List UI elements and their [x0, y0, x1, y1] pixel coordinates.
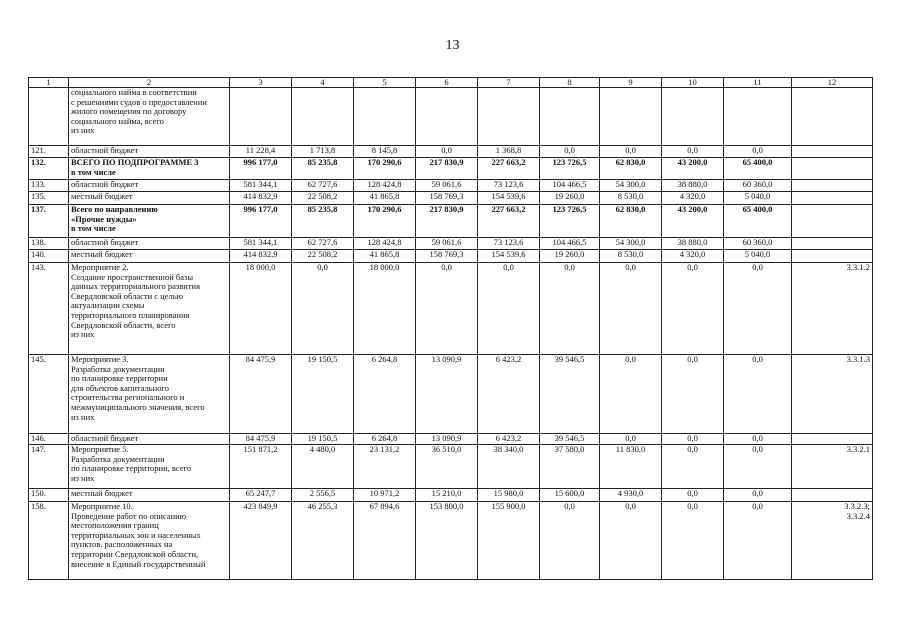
value-cell: 0,0 — [600, 355, 662, 434]
table-row — [29, 445, 873, 489]
value-cell: 60 360,0 — [724, 238, 792, 250]
value-cell: 73 123,6 — [478, 180, 540, 192]
row-number-cell — [29, 88, 69, 146]
value-cell: 128 424,8 — [354, 180, 416, 192]
value-cell: 22 508,2 — [292, 250, 354, 263]
table-row — [29, 238, 873, 250]
value-cell: 62 830,0 — [600, 205, 662, 238]
column-header: 10 — [662, 78, 724, 88]
value-cell — [230, 88, 292, 146]
value-cell: 123 726,5 — [540, 158, 600, 180]
value-cell: 43 200,0 — [662, 205, 724, 238]
value-cell: 4 320,0 — [662, 192, 724, 205]
value-cell: 18 000,0 — [354, 263, 416, 355]
value-cell: 0,0 — [724, 489, 792, 502]
row-number-cell: 140. — [29, 250, 69, 263]
value-cell: 170 290,6 — [354, 158, 416, 180]
code-cell: 3.3.2.3; 3.3.2.4 — [792, 502, 873, 580]
table-row — [29, 146, 873, 158]
value-cell: 217 830,9 — [416, 205, 478, 238]
row-number-cell: 138. — [29, 238, 69, 250]
value-cell: 23 131,2 — [354, 445, 416, 489]
value-cell: 2 556,5 — [292, 489, 354, 502]
value-cell: 65 400,0 — [724, 158, 792, 180]
value-cell: 0,0 — [600, 502, 662, 580]
value-cell: 6 264,8 — [354, 434, 416, 445]
value-cell: 1 713,8 — [292, 146, 354, 158]
value-cell: 6 423,2 — [478, 434, 540, 445]
description-cell: областной бюджет — [69, 238, 230, 250]
value-cell: 85 235,8 — [292, 158, 354, 180]
description-cell: ВСЕГО ПО ПОДПРОГРАММЕ 3 в том числе — [69, 158, 230, 180]
value-cell: 19 260,0 — [540, 250, 600, 263]
value-cell: 84 475,9 — [230, 434, 292, 445]
value-cell: 217 830,9 — [416, 158, 478, 180]
value-cell: 15 210,0 — [416, 489, 478, 502]
value-cell: 41 865,8 — [354, 250, 416, 263]
column-header: 2 — [69, 78, 230, 88]
column-header: 1 — [29, 78, 69, 88]
table-row — [29, 355, 873, 434]
description-cell: социального найма в соответствии с решениями судов о предоставлении жилого помещения по договору социального найма, всего из них — [69, 88, 230, 146]
value-cell: 0,0 — [724, 355, 792, 434]
value-cell: 0,0 — [540, 502, 600, 580]
code-cell — [792, 158, 873, 180]
description-cell: областной бюджет — [69, 180, 230, 192]
value-cell: 414 832,9 — [230, 192, 292, 205]
value-cell: 0,0 — [662, 489, 724, 502]
value-cell: 0,0 — [662, 355, 724, 434]
value-cell: 158 769,3 — [416, 250, 478, 263]
value-cell: 38 880,0 — [662, 238, 724, 250]
row-number-cell: 121. — [29, 146, 69, 158]
value-cell: 19 150,5 — [292, 434, 354, 445]
value-cell — [724, 88, 792, 146]
value-cell: 170 290,6 — [354, 205, 416, 238]
value-cell: 18 000,0 — [230, 263, 292, 355]
value-cell: 22 508,2 — [292, 192, 354, 205]
value-cell: 59 061,6 — [416, 238, 478, 250]
code-cell — [792, 180, 873, 192]
value-cell: 19 150,5 — [292, 355, 354, 434]
value-cell: 0,0 — [540, 263, 600, 355]
code-cell — [792, 489, 873, 502]
value-cell: 0,0 — [600, 146, 662, 158]
column-header: 9 — [600, 78, 662, 88]
value-cell — [354, 88, 416, 146]
column-header: 12 — [792, 78, 873, 88]
value-cell: 65 400,0 — [724, 205, 792, 238]
value-cell: 11 228,4 — [230, 146, 292, 158]
table-header-row — [29, 78, 873, 88]
value-cell: 0,0 — [600, 434, 662, 445]
value-cell: 151 871,2 — [230, 445, 292, 489]
description-cell: Всего по направлению «Прочие нужды» в том числе — [69, 205, 230, 238]
description-cell: местный бюджет — [69, 192, 230, 205]
value-cell: 5 040,0 — [724, 192, 792, 205]
value-cell: 43 200,0 — [662, 158, 724, 180]
value-cell: 423 849,9 — [230, 502, 292, 580]
code-cell — [792, 250, 873, 263]
value-cell: 0,0 — [600, 263, 662, 355]
row-number-cell: 147. — [29, 445, 69, 489]
value-cell: 13 090,9 — [416, 434, 478, 445]
description-cell: областной бюджет — [69, 146, 230, 158]
code-cell: 3.3.2.1 — [792, 445, 873, 489]
value-cell — [478, 88, 540, 146]
description-cell: Мероприятие 3. Разработка документации по планировке территории для объектов капитального строительства регионального и межмуниципального значения, всего из них — [69, 355, 230, 434]
value-cell — [600, 88, 662, 146]
value-cell: 10 971,2 — [354, 489, 416, 502]
row-number-cell: 146. — [29, 434, 69, 445]
value-cell: 0,0 — [724, 434, 792, 445]
table-row — [29, 180, 873, 192]
value-cell: 227 663,2 — [478, 158, 540, 180]
value-cell: 414 832,9 — [230, 250, 292, 263]
value-cell: 0,0 — [724, 263, 792, 355]
table-row — [29, 250, 873, 263]
value-cell: 39 546,5 — [540, 434, 600, 445]
value-cell: 65 247,7 — [230, 489, 292, 502]
value-cell: 104 466,5 — [540, 238, 600, 250]
value-cell: 0,0 — [662, 502, 724, 580]
table-row — [29, 263, 873, 355]
value-cell: 0,0 — [724, 146, 792, 158]
value-cell — [540, 88, 600, 146]
value-cell: 996 177,0 — [230, 205, 292, 238]
value-cell: 41 865,8 — [354, 192, 416, 205]
column-header: 5 — [354, 78, 416, 88]
row-number-cell: 150. — [29, 489, 69, 502]
value-cell: 62 830,0 — [600, 158, 662, 180]
table-row — [29, 489, 873, 502]
value-cell: 581 344,1 — [230, 238, 292, 250]
code-cell — [792, 146, 873, 158]
table-row — [29, 205, 873, 238]
value-cell: 54 300,0 — [600, 180, 662, 192]
value-cell: 54 300,0 — [600, 238, 662, 250]
budget-table — [28, 77, 873, 580]
value-cell: 8 530,0 — [600, 250, 662, 263]
column-header: 8 — [540, 78, 600, 88]
value-cell: 154 539,6 — [478, 192, 540, 205]
description-cell: местный бюджет — [69, 250, 230, 263]
column-header: 11 — [724, 78, 792, 88]
table-row — [29, 88, 873, 146]
value-cell: 62 727,6 — [292, 238, 354, 250]
value-cell: 0,0 — [292, 263, 354, 355]
code-cell: 3.3.1.3 — [792, 355, 873, 434]
value-cell: 153 800,0 — [416, 502, 478, 580]
value-cell: 155 900,0 — [478, 502, 540, 580]
value-cell: 0,0 — [478, 263, 540, 355]
value-cell: 227 663,2 — [478, 205, 540, 238]
value-cell: 6 264,8 — [354, 355, 416, 434]
code-cell — [792, 238, 873, 250]
value-cell: 46 255,3 — [292, 502, 354, 580]
value-cell: 104 466,5 — [540, 180, 600, 192]
code-cell — [792, 205, 873, 238]
value-cell: 38 340,0 — [478, 445, 540, 489]
value-cell: 39 546,5 — [540, 355, 600, 434]
value-cell: 67 894,6 — [354, 502, 416, 580]
column-header: 4 — [292, 78, 354, 88]
value-cell: 1 368,8 — [478, 146, 540, 158]
row-number-cell: 158. — [29, 502, 69, 580]
value-cell: 8 145,8 — [354, 146, 416, 158]
value-cell: 11 830,0 — [600, 445, 662, 489]
value-cell: 123 726,5 — [540, 205, 600, 238]
value-cell: 128 424,8 — [354, 238, 416, 250]
value-cell: 158 769,3 — [416, 192, 478, 205]
value-cell: 13 090,9 — [416, 355, 478, 434]
value-cell: 0,0 — [540, 146, 600, 158]
row-number-cell: 145. — [29, 355, 69, 434]
value-cell: 0,0 — [662, 434, 724, 445]
row-number-cell: 137. — [29, 205, 69, 238]
value-cell: 996 177,0 — [230, 158, 292, 180]
value-cell: 59 061,6 — [416, 180, 478, 192]
row-number-cell: 135. — [29, 192, 69, 205]
value-cell: 8 530,0 — [600, 192, 662, 205]
value-cell: 4 320,0 — [662, 250, 724, 263]
table-row — [29, 158, 873, 180]
value-cell: 19 260,0 — [540, 192, 600, 205]
value-cell: 0,0 — [724, 502, 792, 580]
value-cell: 6 423,2 — [478, 355, 540, 434]
value-cell: 84 475,9 — [230, 355, 292, 434]
code-cell: 3.3.1.2 — [792, 263, 873, 355]
column-header: 6 — [416, 78, 478, 88]
value-cell: 0,0 — [416, 263, 478, 355]
value-cell: 0,0 — [662, 445, 724, 489]
value-cell: 0,0 — [662, 146, 724, 158]
value-cell: 154 539,6 — [478, 250, 540, 263]
page-number: 13 — [445, 38, 460, 53]
row-number-cell: 132. — [29, 158, 69, 180]
value-cell: 38 880,0 — [662, 180, 724, 192]
row-number-cell: 133. — [29, 180, 69, 192]
value-cell: 85 235,8 — [292, 205, 354, 238]
table-body — [29, 78, 873, 580]
description-cell: местный бюджет — [69, 489, 230, 502]
description-cell: Мероприятие 10. Проведение работ по описанию местоположения границ территориальных зон и населенных пунктов, расположенных на территории Свердловской области, внесение в Единый государственный — [69, 502, 230, 580]
value-cell: 581 344,1 — [230, 180, 292, 192]
code-cell — [792, 434, 873, 445]
value-cell: 62 727,6 — [292, 180, 354, 192]
code-cell — [792, 88, 873, 146]
column-header: 7 — [478, 78, 540, 88]
value-cell: 0,0 — [416, 146, 478, 158]
value-cell: 60 360,0 — [724, 180, 792, 192]
table-row — [29, 502, 873, 580]
value-cell — [662, 88, 724, 146]
value-cell: 0,0 — [724, 445, 792, 489]
value-cell: 15 980,0 — [478, 489, 540, 502]
table-row — [29, 434, 873, 445]
value-cell: 5 040,0 — [724, 250, 792, 263]
value-cell: 4 930,0 — [600, 489, 662, 502]
value-cell: 73 123,6 — [478, 238, 540, 250]
value-cell — [292, 88, 354, 146]
value-cell — [416, 88, 478, 146]
value-cell: 0,0 — [662, 263, 724, 355]
description-cell: областной бюджет — [69, 434, 230, 445]
description-cell: Мероприятие 5. Разработка документации по планировке территории, всего из них — [69, 445, 230, 489]
value-cell: 36 510,0 — [416, 445, 478, 489]
value-cell: 15 600,0 — [540, 489, 600, 502]
table-row — [29, 192, 873, 205]
column-header: 3 — [230, 78, 292, 88]
value-cell: 37 580,0 — [540, 445, 600, 489]
description-cell: Мероприятие 2. Создание пространственной базы данных территориального развития Свердловской области с целью актуализации схемы территориального планирования Свердловской области, всего из них — [69, 263, 230, 355]
row-number-cell: 143. — [29, 263, 69, 355]
code-cell — [792, 192, 873, 205]
value-cell: 4 480,0 — [292, 445, 354, 489]
